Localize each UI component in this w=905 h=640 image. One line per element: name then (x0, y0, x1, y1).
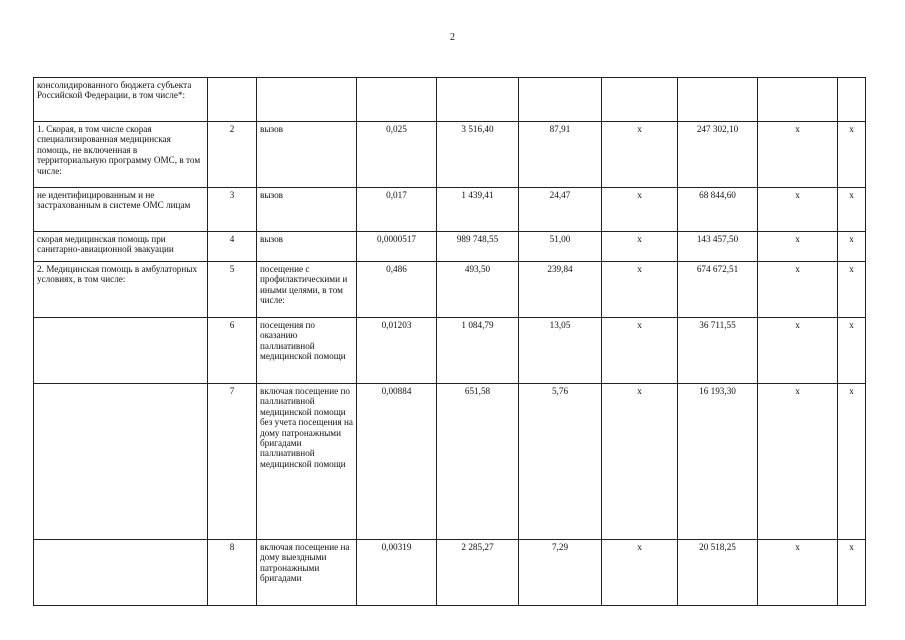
row-cost: 1 439,41 (437, 188, 519, 232)
row-x1: x (602, 262, 678, 318)
row-norm: 0,486 (357, 262, 437, 318)
row-unit: включая посещение по паллиативной медицинской помощи без учета посещения на дому патронажными бригадами паллиативной медицинской помощи (257, 384, 357, 540)
row-number (208, 78, 257, 122)
row-name: 2. Медицинская помощь в амбулаторных условиях, в том числе: (34, 262, 208, 318)
row-x1: x (602, 384, 678, 540)
page-number: 2 (450, 32, 455, 43)
row-total: 51,00 (519, 232, 602, 262)
row-amount: 68 844,60 (678, 188, 758, 232)
row-total (519, 78, 602, 122)
table-row (34, 318, 866, 384)
row-x1 (602, 78, 678, 122)
row-norm: 0,017 (357, 188, 437, 232)
row-x2: x (758, 318, 838, 384)
row-x1: x (602, 540, 678, 606)
row-unit: вызов (257, 188, 357, 232)
row-x1: x (602, 122, 678, 188)
row-unit: вызов (257, 232, 357, 262)
row-norm: 0,00884 (357, 384, 437, 540)
row-name (34, 384, 208, 540)
row-x2: x (758, 384, 838, 540)
row-x1: x (602, 188, 678, 232)
table-row (34, 540, 866, 606)
row-cost: 651,58 (437, 384, 519, 540)
row-norm: 0,025 (357, 122, 437, 188)
row-cost: 2 285,27 (437, 540, 519, 606)
table-row (34, 384, 866, 540)
row-number: 6 (208, 318, 257, 384)
row-amount: 16 193,30 (678, 384, 758, 540)
row-unit (257, 78, 357, 122)
row-x3 (838, 78, 866, 122)
row-total: 239,84 (519, 262, 602, 318)
row-total: 87,91 (519, 122, 602, 188)
row-x2: x (758, 188, 838, 232)
row-amount: 20 518,25 (678, 540, 758, 606)
row-total: 5,76 (519, 384, 602, 540)
row-total: 7,29 (519, 540, 602, 606)
row-norm: 0,0000517 (357, 232, 437, 262)
row-cost: 493,50 (437, 262, 519, 318)
row-x1: x (602, 232, 678, 262)
row-x1: x (602, 318, 678, 384)
row-total: 24,47 (519, 188, 602, 232)
financing-table (33, 77, 866, 606)
row-number: 7 (208, 384, 257, 540)
row-number: 4 (208, 232, 257, 262)
table-row (34, 232, 866, 262)
row-cost: 1 084,79 (437, 318, 519, 384)
row-norm: 0,00319 (357, 540, 437, 606)
row-x3: x (838, 318, 866, 384)
table-row (34, 78, 866, 122)
row-total: 13,05 (519, 318, 602, 384)
row-number: 3 (208, 188, 257, 232)
row-unit: включая посещение на дому выездными патронажными бригадами (257, 540, 357, 606)
row-number: 2 (208, 122, 257, 188)
row-cost: 989 748,55 (437, 232, 519, 262)
row-x3: x (838, 540, 866, 606)
table-row (34, 262, 866, 318)
row-x3: x (838, 122, 866, 188)
row-norm (357, 78, 437, 122)
row-name (34, 318, 208, 384)
row-name: консолидированного бюджета субъекта Российской Федерации, в том числе*: (34, 78, 208, 122)
row-x3: x (838, 262, 866, 318)
row-unit: вызов (257, 122, 357, 188)
row-cost (437, 78, 519, 122)
row-x2: x (758, 540, 838, 606)
row-number: 5 (208, 262, 257, 318)
row-x2 (758, 78, 838, 122)
row-unit: посещение с профилактическими и иными целями, в том числе: (257, 262, 357, 318)
row-name: 1. Скорая, в том числе скорая специализированная медицинская помощь, не включенная в территориальную программу ОМС, в том числе: (34, 122, 208, 188)
row-x3: x (838, 188, 866, 232)
row-cost: 3 516,40 (437, 122, 519, 188)
row-norm: 0,01203 (357, 318, 437, 384)
row-x2: x (758, 262, 838, 318)
row-unit: посещения по оказанию паллиативной медицинской помощи (257, 318, 357, 384)
row-x2: x (758, 122, 838, 188)
row-x2: x (758, 232, 838, 262)
table-row (34, 188, 866, 232)
row-number: 8 (208, 540, 257, 606)
row-amount: 36 711,55 (678, 318, 758, 384)
row-amount: 143 457,50 (678, 232, 758, 262)
row-name (34, 540, 208, 606)
row-amount (678, 78, 758, 122)
row-x3: x (838, 232, 866, 262)
row-name: скорая медицинская помощь при санитарно-авиационной эвакуации (34, 232, 208, 262)
table-row (34, 122, 866, 188)
row-name: не идентифицированным и не застрахованным в системе ОМС лицам (34, 188, 208, 232)
row-amount: 247 302,10 (678, 122, 758, 188)
row-x3: x (838, 384, 866, 540)
row-amount: 674 672,51 (678, 262, 758, 318)
